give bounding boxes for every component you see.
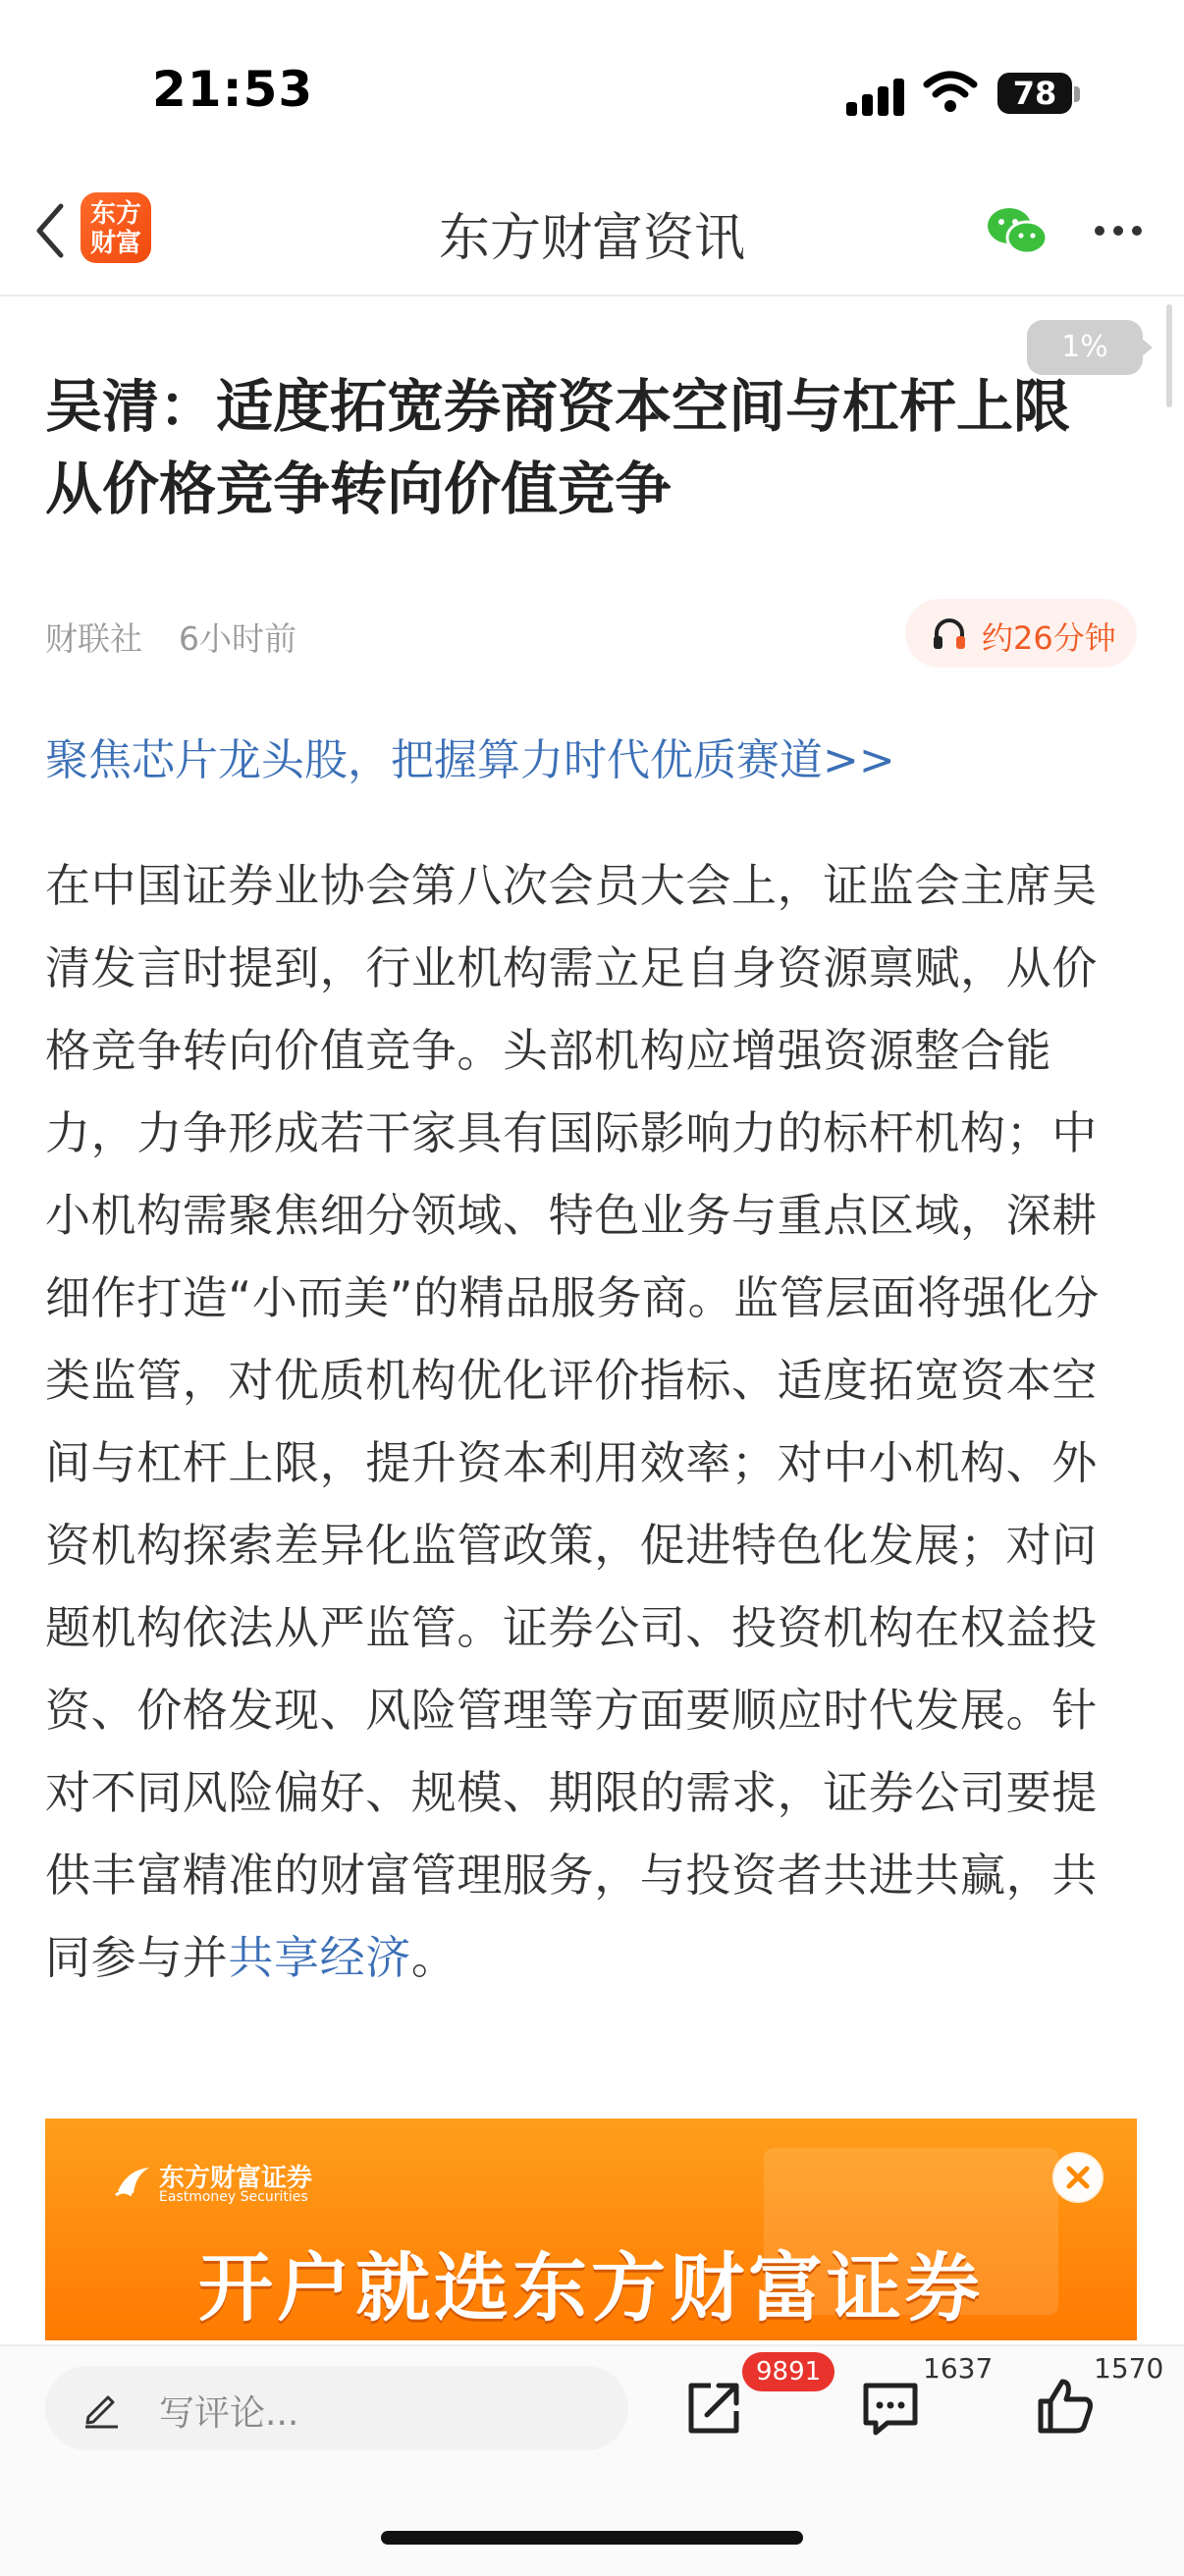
status-time: 21:53 [152,61,314,118]
ad-brand-name: 东方财富证券 [159,2164,313,2193]
comment-placeholder[interactable]: 写评论... [159,2393,299,2434]
close-icon[interactable] [1052,2152,1103,2203]
article-body-end: 。 [410,1931,457,1984]
comments-icon[interactable] [858,2376,923,2441]
more-icon[interactable] [1092,221,1145,241]
scroll-indicator[interactable] [1166,304,1172,407]
battery-tip [1074,86,1080,102]
ad-headline: 开户就选东方财富证券 [198,2244,984,2332]
headphone-icon [931,615,968,652]
battery-indicator: 78 [997,73,1072,114]
cellular-signal-icon [846,77,907,116]
like-icon[interactable] [1033,2374,1098,2439]
ad-banner[interactable] [45,2119,1137,2340]
ad-brand-logo-icon [114,2164,153,2199]
wechat-icon[interactable] [986,204,1049,257]
share-count-badge: 9891 [742,2352,834,2391]
article-title: 吴清：适度拓宽券商资本空间与杠杆上限 从价格竞争转向价值竞争 [45,373,1071,522]
nav-divider [0,295,1184,296]
comments-count: 1637 [923,2352,994,2385]
promo-link[interactable]: 聚焦芯片龙头股，把握算力时代优质赛道>> [45,735,895,785]
article-body-text: 在中国证券业协会第八次会员大会上，证监会主席吴清发言时提到，行业机构需立足自身资源禀赋，从价格竞争转向价值竞争。头部机构应增强资源整合能力，力争形成若干家具有国际影响力的标杆机构；中小机构需聚焦细分领域、特色业务与重点区域，深耕细作打造“小而美”的精品服务商。监管层面将强化分类监管，对优质机构优化评价指标、适度拓宽资本空间与杠杆上限，提升资本利用效率；对中小机构、外资机构探索差异化监管政策，促进特色化发展；对问题机构依法从严监管。证券公司、投资机构在权益投资、价格发现、风险管理等方面要顺应时代发展。针对不同风险偏好、规模、期限的需求，证券公司要提供丰富精准的财富管理服务，与投资者共进共赢，共同参与并 [45,859,1101,1984]
body-keyword-link[interactable]: 共享经济 [228,1931,411,1984]
article-source[interactable]: 财联社 [45,619,142,658]
article-body [45,844,1137,1999]
like-count: 1570 [1094,2352,1164,2385]
page-title: 东方财富资讯 [438,209,745,268]
pencil-icon [81,2388,122,2429]
share-icon[interactable] [681,2376,746,2441]
wifi-icon [923,71,978,114]
reading-progress-badge: 1% [1027,320,1143,375]
ad-brand-en: Eastmoney Securities [159,2189,308,2205]
home-indicator[interactable] [381,2531,803,2545]
comment-input[interactable] [45,2366,628,2450]
app-logo: 东方财富 [81,192,151,263]
article-time: 6小时前 [179,619,296,658]
audio-duration[interactable]: 约26分钟 [982,619,1116,657]
progress-pointer [1141,338,1153,357]
